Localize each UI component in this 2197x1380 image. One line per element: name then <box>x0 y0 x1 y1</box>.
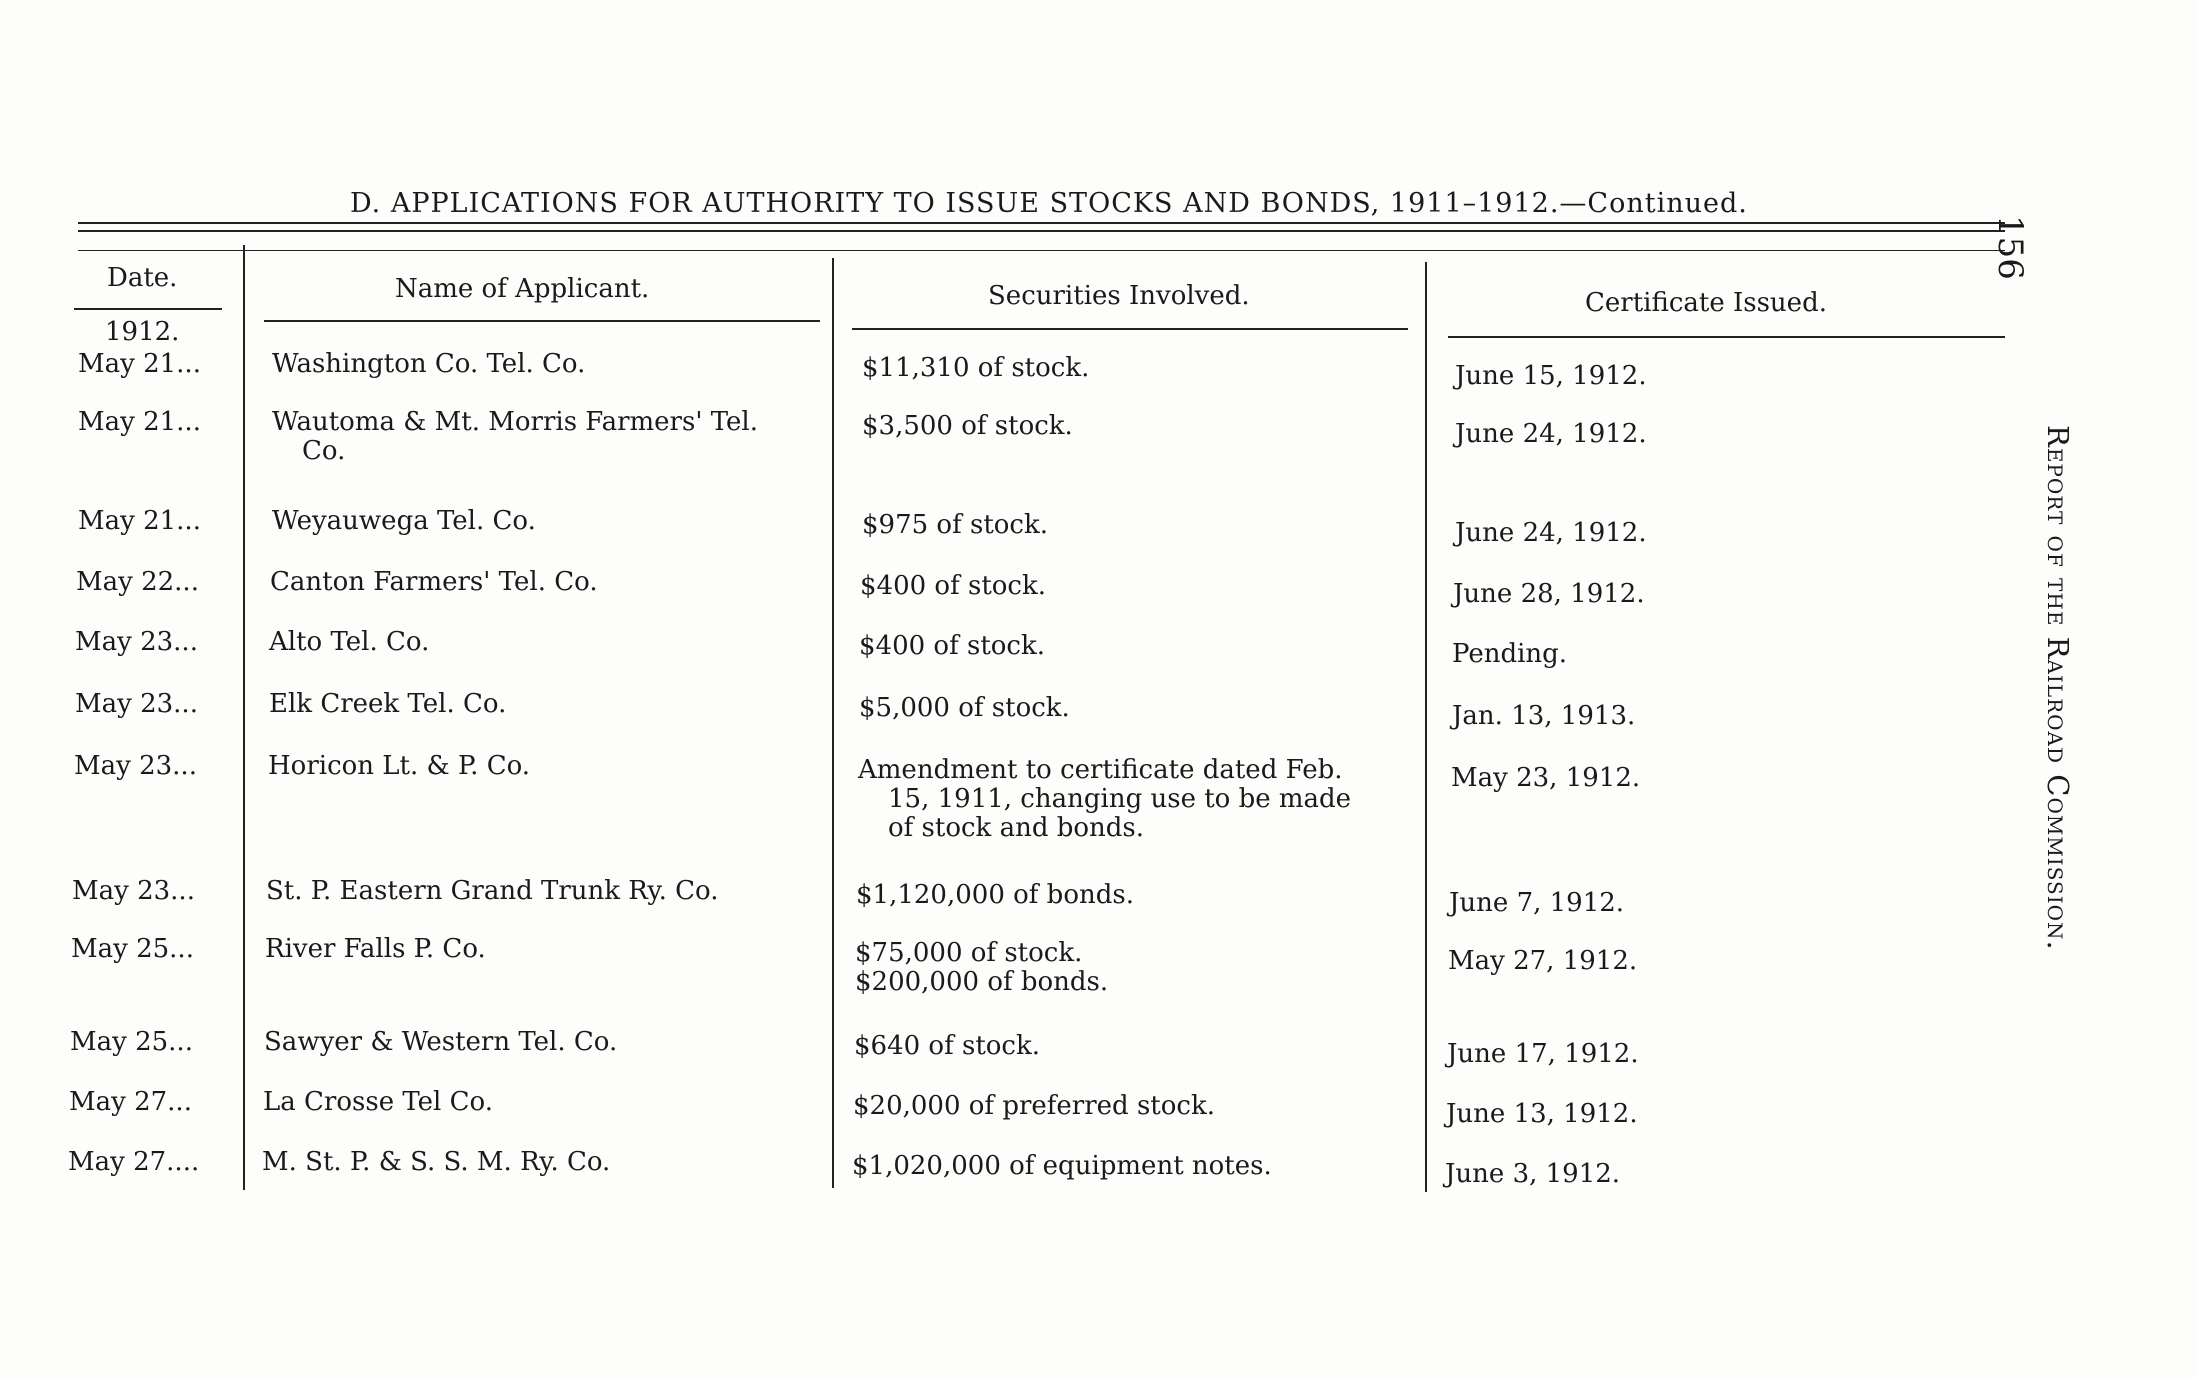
row-certificate-issued: June 17, 1912. <box>1447 1039 1639 1069</box>
row-securities <box>859 694 1070 723</box>
row-date: May 21... <box>78 407 201 437</box>
applicant-name-line: La Crosse Tel Co. <box>263 1087 493 1117</box>
securities-line: $200,000 of bonds. <box>855 967 1109 997</box>
row-securities <box>858 756 1351 843</box>
row-certificate-issued: May 23, 1912. <box>1451 763 1641 793</box>
securities-line: $400 of stock. <box>859 631 1045 661</box>
row-date: May 27.... <box>68 1147 200 1177</box>
row-securities <box>853 1092 1215 1121</box>
row-applicant-name <box>264 1028 617 1057</box>
securities-line: $75,000 of stock. <box>855 938 1083 968</box>
row-certificate-issued: June 24, 1912. <box>1455 419 1647 449</box>
year-label: 1912. <box>105 317 180 347</box>
row-certificate-issued: June 28, 1912. <box>1453 579 1645 609</box>
row-date: May 23... <box>75 689 198 719</box>
applicant-name-line: Elk Creek Tel. Co. <box>269 689 507 719</box>
securities-line: $400 of stock. <box>860 571 1046 601</box>
row-date: May 25... <box>70 1027 193 1057</box>
row-securities <box>854 1032 1040 1061</box>
securities-line: $1,120,000 of bonds. <box>856 880 1134 910</box>
header-underline-date <box>74 308 222 310</box>
row-date: May 23... <box>72 876 195 906</box>
securities-line: $20,000 of preferred stock. <box>853 1091 1215 1121</box>
row-certificate-issued: June 3, 1912. <box>1445 1159 1621 1189</box>
row-date: May 23... <box>75 627 198 657</box>
row-applicant-name <box>263 1088 493 1117</box>
row-applicant-name <box>272 507 536 536</box>
row-securities <box>860 572 1046 601</box>
row-certificate-issued: June 15, 1912. <box>1455 361 1647 391</box>
applicant-name-line: Washington Co. Tel. Co. <box>272 349 586 379</box>
header-name: Name of Applicant. <box>395 274 650 304</box>
securities-line: $3,500 of stock. <box>862 411 1073 441</box>
applicant-name-line: Weyauwega Tel. Co. <box>272 506 536 536</box>
row-securities <box>856 881 1134 910</box>
applicant-name-line: Sawyer & Western Tel. Co. <box>264 1027 618 1057</box>
row-date: May 21... <box>78 506 201 536</box>
row-applicant-name <box>269 628 429 657</box>
page-title: D. APPLICATIONS FOR AUTHORITY TO ISSUE STOCKS AND BONDS, 1911–1912.—Continued. <box>350 188 1748 219</box>
row-date: May 21... <box>78 349 201 379</box>
row-certificate-issued: June 7, 1912. <box>1449 888 1625 918</box>
applicant-name-line: River Falls P. Co. <box>265 934 486 964</box>
column-divider-securities <box>1425 262 1427 1192</box>
row-date: May 22... <box>76 567 199 597</box>
row-securities <box>852 1152 1272 1181</box>
row-date: May 25... <box>71 934 194 964</box>
row-applicant-name <box>266 877 719 906</box>
row-certificate-issued: June 24, 1912. <box>1455 518 1647 548</box>
page-number: 156 <box>1990 215 2030 280</box>
row-applicant-name <box>270 568 598 597</box>
securities-line: $975 of stock. <box>862 510 1048 540</box>
row-securities <box>862 511 1048 540</box>
header-certificate: Certificate Issued. <box>1585 288 1827 318</box>
row-applicant-name <box>268 752 530 781</box>
securities-line: 15, 1911, changing use to be made <box>888 784 1352 814</box>
row-applicant-name <box>269 690 506 719</box>
header-securities: Securities Involved. <box>988 281 1250 311</box>
header-underline-name <box>264 320 820 322</box>
row-certificate-issued: Jan. 13, 1913. <box>1452 701 1636 731</box>
row-certificate-issued: May 27, 1912. <box>1448 946 1638 976</box>
column-divider-name <box>832 258 834 1188</box>
row-date: May 27... <box>69 1087 192 1117</box>
row-applicant-name <box>265 935 486 964</box>
applicant-name-line: Co. <box>302 436 346 466</box>
row-securities <box>862 354 1089 383</box>
applicant-name-line: Alto Tel. Co. <box>269 627 430 657</box>
row-date: May 23... <box>74 751 197 781</box>
applicant-name-line: M. St. P. & S. S. M. Ry. Co. <box>262 1147 611 1177</box>
applicant-name-line: St. P. Eastern Grand Trunk Ry. Co. <box>266 876 719 906</box>
title-rule-top <box>78 222 2005 224</box>
row-certificate-issued: June 13, 1912. <box>1446 1099 1638 1129</box>
header-underline-securities <box>852 328 1408 330</box>
applicant-name-line: Wautoma & Mt. Morris Farmers' Tel. <box>272 407 759 437</box>
row-certificate-issued: Pending. <box>1452 639 1568 669</box>
securities-line: $1,020,000 of equipment notes. <box>852 1151 1272 1181</box>
header-date: Date. <box>107 263 178 293</box>
header-underline-certificate <box>1448 336 2005 338</box>
securities-line: $5,000 of stock. <box>859 693 1070 723</box>
row-securities <box>862 412 1073 441</box>
row-applicant-name <box>272 350 585 379</box>
applicant-name-line: Canton Farmers' Tel. Co. <box>270 567 598 597</box>
row-applicant-name <box>262 1148 610 1177</box>
applicant-name-line: Horicon Lt. & P. Co. <box>268 751 531 781</box>
securities-line: of stock and bonds. <box>888 813 1145 843</box>
column-divider-date <box>243 245 245 1190</box>
row-securities <box>859 632 1045 661</box>
row-securities <box>855 939 1108 997</box>
title-rule-thin <box>78 250 2005 251</box>
securities-line: Amendment to certificate dated Feb. <box>858 755 1343 785</box>
securities-line: $11,310 of stock. <box>862 353 1090 383</box>
title-rule-bottom <box>78 230 2005 232</box>
securities-line: $640 of stock. <box>854 1031 1040 1061</box>
row-applicant-name <box>272 408 758 466</box>
running-head: Report of the Railroad Commission. <box>2041 425 2075 951</box>
